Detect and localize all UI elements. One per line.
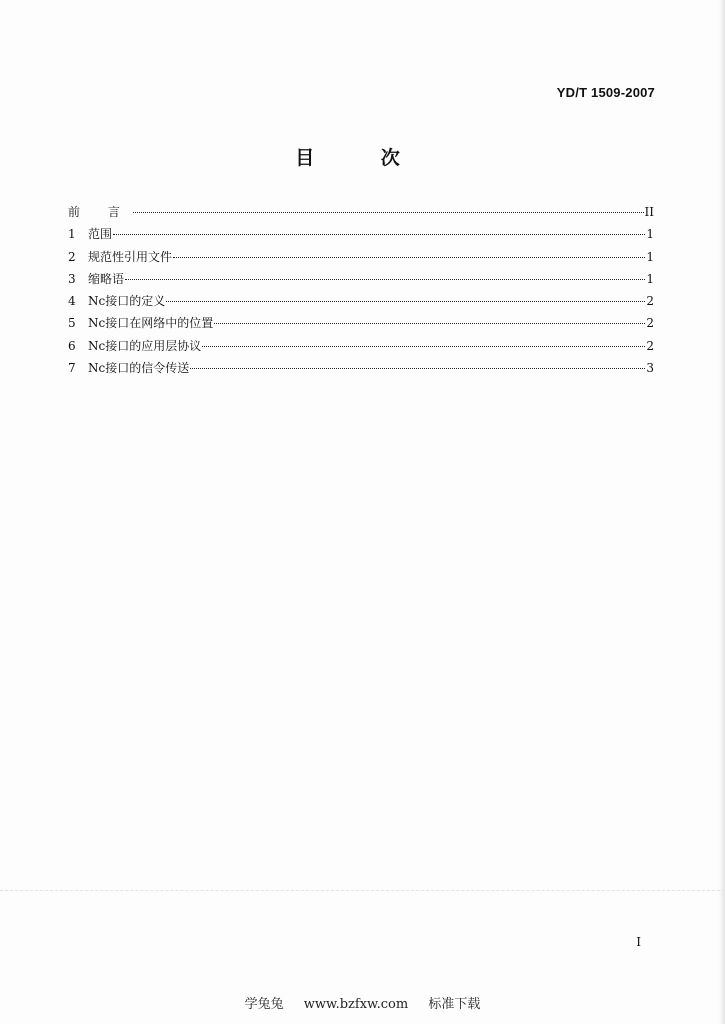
toc-leader-dots: [133, 212, 644, 213]
footer-tagline: 标准下载: [428, 997, 481, 1012]
table-of-contents: [68, 203, 654, 381]
toc-entry-normative-references[interactable]: [68, 248, 654, 270]
toc-entry-page: 2: [646, 294, 654, 309]
toc-leader-dots: [113, 234, 645, 235]
toc-entry-number: 4: [68, 294, 76, 309]
footer-url-link[interactable]: www.bzfxw.com: [303, 997, 409, 1012]
toc-entry-page: 2: [646, 338, 654, 353]
toc-entry-page: 2: [646, 316, 654, 331]
toc-entry-page: 3: [646, 361, 654, 376]
page-number: I: [636, 935, 641, 949]
toc-entry-page: 1: [646, 271, 654, 286]
toc-entry-label: Nc接口在网络中的位置: [88, 316, 214, 331]
toc-entry-label: Nc接口的信令传送: [88, 361, 190, 376]
toc-entry-number: 6: [68, 338, 76, 353]
toc-leader-dots: [166, 301, 645, 302]
toc-entry-number: 1: [68, 227, 76, 242]
standard-code: YD/T 1509-2007: [556, 85, 655, 100]
toc-entry-nc-network-position[interactable]: [68, 314, 654, 336]
toc-entry-nc-signaling-transport[interactable]: [68, 359, 654, 381]
toc-entry-number: 5: [68, 316, 76, 331]
toc-entry-label: 规范性引用文件: [88, 249, 173, 264]
toc-entry-nc-application-protocol[interactable]: [68, 337, 654, 359]
site-footer: [0, 993, 725, 1012]
toc-leader-dots: [125, 279, 645, 280]
toc-entry-number: 2: [68, 249, 76, 264]
toc-leader-dots: [173, 257, 645, 258]
footer-site-name: 学兔兔: [244, 997, 284, 1012]
toc-entry-page: 1: [646, 249, 654, 264]
toc-leader-dots: [202, 346, 645, 347]
toc-leader-dots: [190, 368, 645, 369]
toc-entry-preface[interactable]: [68, 203, 654, 225]
toc-entry-label: 范围: [88, 227, 113, 242]
toc-entry-number: 7: [68, 361, 76, 376]
toc-entry-scope[interactable]: [68, 225, 654, 247]
toc-entry-label: Nc接口的应用层协议: [88, 338, 202, 353]
toc-entry-label: 缩略语: [88, 271, 125, 286]
toc-entry-page: 1: [646, 227, 654, 242]
toc-entry-label: Nc接口的定义: [88, 294, 166, 309]
toc-leader-dots: [214, 323, 645, 324]
toc-entry-number: 3: [68, 271, 76, 286]
toc-entry-nc-definition[interactable]: [68, 292, 654, 314]
toc-entry-page: II: [644, 205, 654, 219]
toc-title: 目 次: [295, 147, 430, 169]
toc-entry-abbreviations[interactable]: [68, 270, 654, 292]
toc-entry-label: 前 言: [68, 205, 132, 219]
scan-fold-line: [0, 890, 725, 891]
